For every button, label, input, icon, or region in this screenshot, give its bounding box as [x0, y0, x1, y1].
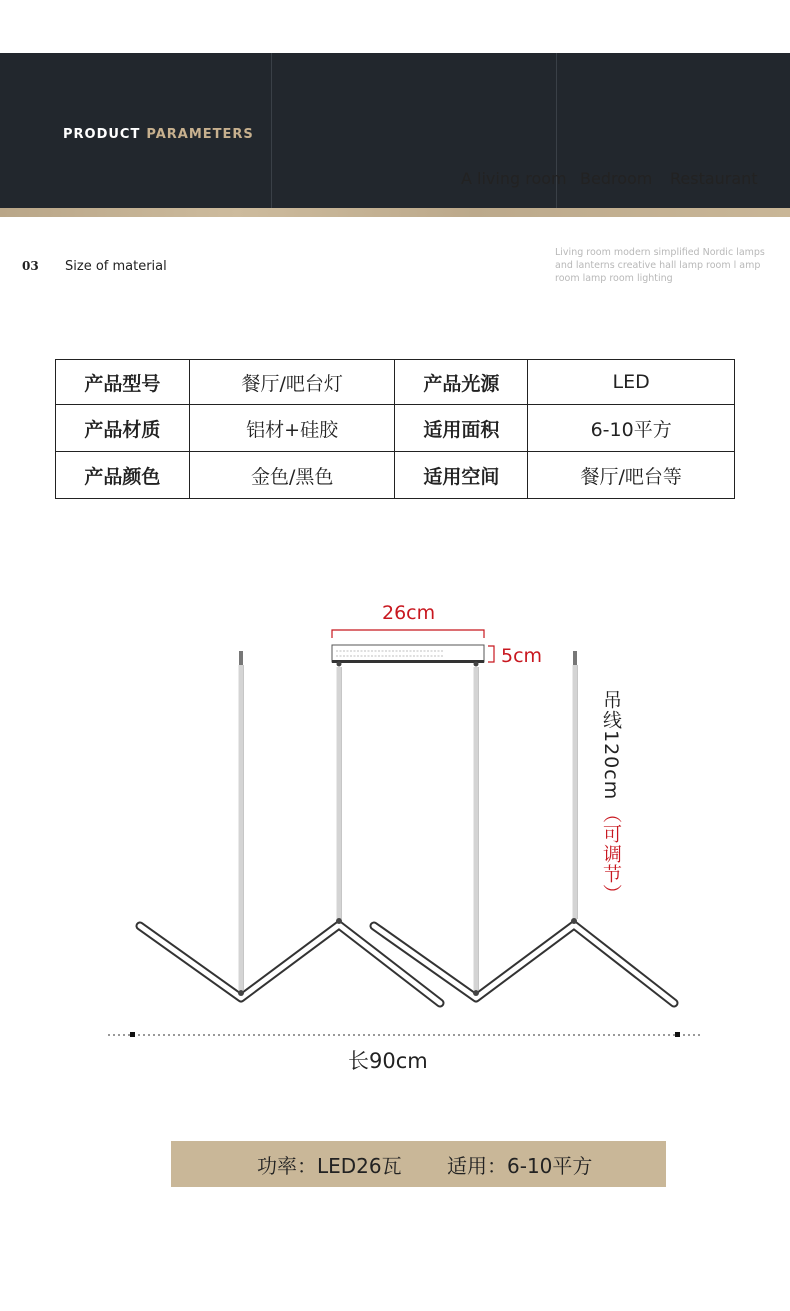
room-label-living: A living room: [461, 169, 567, 188]
param-value: LED: [528, 360, 735, 405]
suspension-cable-edges: [244, 665, 578, 990]
param-value: 6-10平方: [528, 405, 735, 452]
banner-title-word1: PRODUCT: [63, 127, 141, 142]
section-side-note: Living room modern simplified Nordic lamps and lanterns creative hall lamp room l amp room lamp room lighting: [555, 247, 765, 284]
section-number: 03: [22, 259, 39, 273]
param-value: 餐厅/吧台灯: [189, 360, 395, 405]
param-value: 铝材+硅胶: [189, 405, 395, 452]
param-key: 产品光源: [395, 360, 528, 405]
canopy-height-dimension-line: [488, 646, 494, 662]
param-key: 产品颜色: [56, 452, 190, 499]
power-info-bar: [171, 1141, 666, 1187]
cable-length-label: 吊线120cm: [600, 690, 622, 801]
section-title: Size of material: [65, 259, 167, 274]
lamp-body-left: [140, 918, 440, 1003]
total-length-dimension-line: [108, 1032, 703, 1037]
total-length-label: 长90cm: [348, 1049, 428, 1073]
cable-adjustable-note: （可调节）: [600, 804, 622, 904]
room-label-restaurant: Restaurant: [670, 169, 758, 188]
param-value: 餐厅/吧台等: [528, 452, 735, 499]
param-value: 金色/黑色: [189, 452, 395, 499]
canopy-width-label: 26cm: [382, 602, 436, 624]
param-key: 产品型号: [56, 360, 190, 405]
param-key: 适用空间: [395, 452, 528, 499]
banner-title-word2: PARAMETERS: [146, 127, 254, 142]
canopy: [332, 645, 484, 667]
param-key: 产品材质: [56, 405, 190, 452]
canopy-height-label: 5cm: [501, 645, 543, 667]
power-area: 适用：6-10平方: [447, 1154, 593, 1178]
suspension-cables: [241, 665, 575, 990]
param-key: 适用面积: [395, 405, 528, 452]
canopy-width-dimension-line: [332, 630, 484, 638]
power-wattage: 功率：LED26瓦: [257, 1154, 402, 1178]
room-label-bedroom: Bedroom: [580, 169, 653, 188]
